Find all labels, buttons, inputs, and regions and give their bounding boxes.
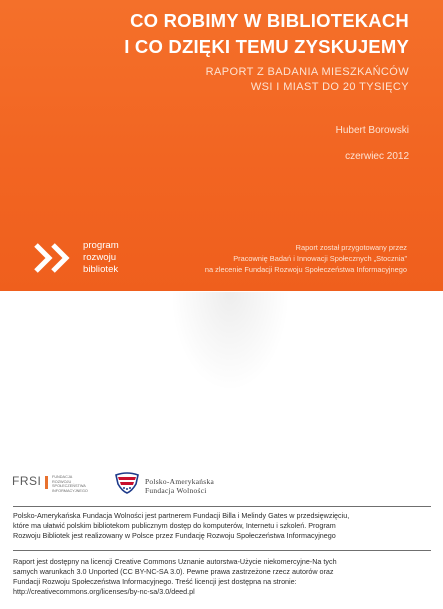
cover-shadow bbox=[170, 292, 290, 392]
partner-note-line: które ma ułatwić polskim bibliotekom publicznym dostęp do komputerów, Internetu i szkoleń. Program bbox=[13, 521, 336, 530]
section-divider bbox=[13, 506, 431, 507]
program-logo-word: bibliotek bbox=[83, 264, 119, 275]
license-url[interactable]: http://creativecommons.org/licenses/by-nc-sa/3.0/deed.pl bbox=[13, 587, 195, 596]
report-subtitle-line-1: RAPORT Z BADANIA MIESZKAŃCÓW bbox=[205, 66, 409, 78]
frsi-logo bbox=[12, 474, 92, 498]
frsi-logo-abbr: FRSI bbox=[12, 474, 42, 488]
report-title-line-1: CO ROBIMY W BIBLIOTEKACH bbox=[130, 10, 409, 31]
flag-shield-icon bbox=[114, 472, 140, 494]
license-note-line: Raport jest dostępny na licencji Creative Commons Uznanie autorstwa-Użycie niekomercyjne-Na tych bbox=[13, 557, 337, 566]
report-subtitle-line-2: WSI I MIAST DO 20 TYSIĘCY bbox=[250, 81, 409, 93]
paf-logo-word: Polsko-Amerykańska bbox=[145, 477, 215, 486]
frsi-logo-subtext: FUNDACJA bbox=[52, 475, 73, 479]
frsi-logo-subtext: INFORMACYJNEGO bbox=[52, 488, 88, 493]
program-logo-word: program bbox=[83, 240, 119, 251]
credit-line: Raport został przygotowany przez bbox=[295, 243, 407, 252]
report-date: czerwiec 2012 bbox=[345, 151, 409, 162]
credit-line: Pracownię Badań i Innowacji Społecznych „Stocznia” bbox=[233, 254, 407, 263]
section-divider bbox=[13, 550, 431, 551]
frsi-logo-subtext: ROZWOJU bbox=[52, 479, 72, 484]
report-title-line-2: I CO DZIĘKI TEMU ZYSKUJEMY bbox=[124, 36, 409, 57]
report-cover bbox=[0, 0, 443, 291]
program-logo-word: rozwoju bbox=[83, 252, 117, 263]
paf-logo-word: Fundacja Wolności bbox=[145, 486, 207, 495]
report-author: Hubert Borowski bbox=[335, 125, 409, 136]
partner-note-line: Rozwoju Bibliotek jest realizowany w Polsce przez Fundację Rozwoju Społeczeństwa Informacyjnego bbox=[13, 531, 336, 540]
frsi-logo-subtext: SPOŁECZEŃSTWA bbox=[52, 484, 86, 488]
partner-note-line: Polsko-Amerykańska Fundacja Wolności jest partnerem Fundacji Billa i Melindy Gates w przedsięwzięciu, bbox=[13, 511, 350, 520]
credit-line: na zlecenie Fundacji Rozwoju Społeczeństwa Informacyjnego bbox=[204, 265, 407, 274]
license-note-line: Fundacji Rozwoju Społeczeństwa Informacyjnego. Treść licencji jest dostępna na stronie: bbox=[13, 577, 297, 586]
frsi-accent-bar bbox=[45, 476, 48, 489]
license-note-line: samych warunkach 3.0 Unported (CC BY-NC-SA 3.0). Pewne prawa zastrzeżone rzecz autorów oraz bbox=[13, 567, 334, 576]
double-chevron-icon bbox=[33, 242, 73, 274]
